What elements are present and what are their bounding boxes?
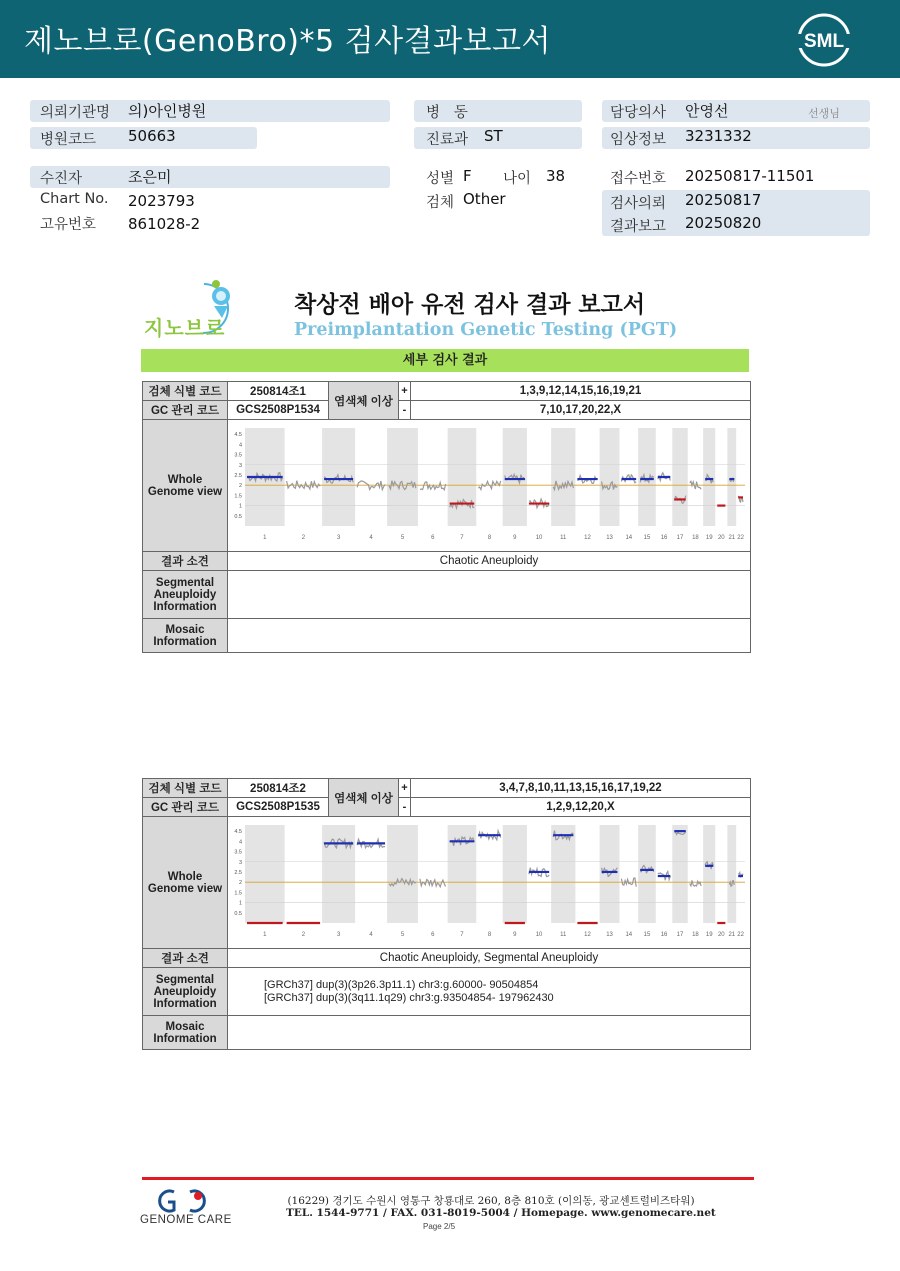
hospital-code-label: 병원코드	[40, 132, 97, 148]
loss-sign: -	[399, 798, 411, 817]
x-tick-label: 1	[263, 535, 267, 541]
hospital-code-value: 50663	[128, 127, 176, 145]
x-tick-label: 22	[737, 932, 744, 938]
x-tick-label: 18	[692, 535, 699, 541]
x-tick-label: 8	[487, 535, 492, 541]
genome-care-name: GENOME CARE	[140, 1214, 232, 1226]
x-tick-label: 17	[676, 932, 684, 938]
chromosome-band	[727, 825, 736, 923]
y-tick-label: 3.5	[234, 849, 242, 856]
finding-value: Chaotic Aneuploidy	[228, 552, 751, 571]
report-title: 착상전 배아 유전 검사 결과 보고서	[294, 292, 646, 318]
copy-number-trace	[420, 482, 446, 490]
whole-genome-view	[228, 817, 751, 949]
x-tick-label: 5	[400, 932, 405, 938]
loss-sign: -	[399, 401, 411, 420]
y-tick-label: 2.5	[234, 869, 242, 876]
x-tick-label: 2	[301, 932, 306, 938]
chromosome-band	[703, 825, 715, 923]
x-tick-label: 15	[643, 932, 651, 938]
chromosome-band	[600, 428, 620, 526]
aneuploidy-label: 염색체 이상	[329, 779, 399, 817]
x-tick-label: 21	[728, 535, 736, 541]
report-date-value: 20250820	[685, 214, 762, 232]
x-tick-label: 6	[431, 535, 435, 541]
receipt-label: 접수번호	[610, 171, 667, 187]
x-tick-label: 3	[336, 535, 341, 541]
x-tick-label: 16	[660, 932, 668, 938]
copy-number-trace	[420, 879, 446, 887]
report-subtitle: Preimplantation Genetic Testing (PGT)	[294, 320, 678, 340]
segmental-label: Segmental Aneuploidy Information	[143, 968, 228, 1016]
mosaic-value	[228, 619, 751, 653]
copy-number-trace	[690, 880, 701, 886]
x-tick-label: 22	[737, 535, 744, 541]
genobro-logo-text: 지노브로	[144, 316, 226, 340]
x-tick-label: 1	[263, 932, 267, 938]
doctor-value: 안영선	[685, 102, 729, 120]
sml-logo-icon	[796, 12, 852, 68]
y-tick-label: 4.5	[234, 829, 242, 836]
x-tick-label: 11	[560, 535, 567, 541]
x-tick-label: 10	[535, 932, 543, 938]
whole-genome-chart	[229, 817, 749, 945]
mosaic-label: Mosaic Information	[143, 1016, 228, 1050]
clinical-label: 임상정보	[610, 132, 667, 148]
finding-value: Chaotic Aneuploidy, Segmental Aneuploidy	[228, 949, 751, 968]
x-tick-label: 7	[460, 932, 464, 938]
segmental-label: Segmental Aneuploidy Information	[143, 571, 228, 619]
loss-chromosomes: 7,10,17,20,22,X	[411, 401, 751, 420]
chart-no-label: Chart No.	[40, 191, 109, 207]
y-tick-label: 3	[238, 462, 242, 469]
gain-chromosomes: 3,4,7,8,10,11,13,15,16,17,19,22	[411, 779, 751, 798]
x-tick-label: 11	[560, 932, 567, 938]
x-tick-label: 13	[606, 932, 613, 938]
chromosome-band	[387, 428, 418, 526]
whole-genome-label: Whole Genome view	[143, 420, 228, 552]
name-value: 조은미	[128, 168, 172, 186]
whole-genome-chart	[229, 420, 749, 548]
y-tick-label: 2	[238, 483, 242, 490]
institution-value: 의)아인병원	[128, 102, 207, 120]
y-tick-label: 1	[238, 900, 242, 907]
institution-label: 의뢰기관명	[40, 105, 111, 121]
x-tick-label: 21	[728, 932, 736, 938]
y-tick-label: 1.5	[234, 890, 242, 897]
footer-contact: TEL. 1544-9771 / FAX. 031-8019-5004 / Homepage. www.genomecare.net	[286, 1207, 716, 1219]
x-tick-label: 14	[625, 932, 633, 938]
x-tick-label: 19	[705, 932, 713, 938]
y-tick-label: 4.5	[234, 432, 242, 439]
chromosome-band	[387, 825, 418, 923]
footer-divider	[142, 1177, 754, 1180]
doctor-label: 담당의사	[610, 105, 667, 121]
segmental-line: [GRCh37] dup(3)(3p26.3p11.1) chr3:g.60000- 90504854	[264, 978, 539, 991]
gain-sign: +	[399, 382, 411, 401]
gc-code-value: GCS2508P1534	[228, 401, 329, 420]
x-tick-label: 4	[369, 932, 373, 938]
specimen-code-value: 250814조1	[228, 382, 329, 401]
segmental-value	[228, 571, 751, 619]
loss-chromosomes: 1,2,9,12,20,X	[411, 798, 751, 817]
section-header: 세부 검사 결과	[141, 349, 749, 372]
y-tick-label: 3.5	[234, 452, 242, 459]
gain-chromosomes: 1,3,9,12,14,15,16,19,21	[411, 382, 751, 401]
chart-no-value: 2023793	[128, 192, 195, 210]
x-tick-label: 6	[431, 932, 435, 938]
chromosome-band	[638, 825, 656, 923]
specimen-code-label: 검체 식별 코드	[143, 382, 228, 401]
name-label: 수진자	[40, 171, 83, 187]
x-tick-label: 20	[717, 932, 725, 938]
chromosome-band	[503, 825, 527, 923]
x-tick-label: 10	[535, 535, 543, 541]
report-date-label: 결과보고	[610, 219, 667, 235]
x-tick-label: 8	[487, 932, 492, 938]
x-tick-label: 12	[584, 535, 591, 541]
result-table-1	[142, 381, 751, 653]
x-tick-label: 20	[717, 535, 725, 541]
x-tick-label: 9	[513, 535, 517, 541]
y-tick-label: 2	[238, 880, 242, 887]
finding-label: 결과 소견	[143, 552, 228, 571]
y-tick-label: 0.5	[234, 513, 242, 520]
chromosome-band	[551, 428, 575, 526]
mosaic-value	[228, 1016, 751, 1050]
y-tick-label: 4	[238, 839, 242, 846]
x-tick-label: 15	[643, 535, 651, 541]
x-tick-label: 3	[336, 932, 341, 938]
specimen-code-value: 250814조2	[228, 779, 329, 798]
dept-label: 진료과	[426, 132, 469, 148]
unique-id-value: 861028-2	[128, 215, 201, 233]
receipt-value: 20250817-11501	[685, 167, 815, 185]
x-tick-label: 5	[400, 535, 405, 541]
page-number: Page 2/5	[422, 1222, 456, 1231]
dept-value: ST	[484, 127, 503, 145]
chromosome-band	[727, 428, 736, 526]
gc-code-label: GC 관리 코드	[143, 798, 228, 817]
whole-genome-view	[228, 420, 751, 552]
y-tick-label: 2.5	[234, 472, 242, 479]
segmental-value	[228, 968, 751, 1016]
chromosome-band	[448, 428, 477, 526]
request-value: 20250817	[685, 191, 762, 209]
ward-label: 병 동	[426, 105, 468, 121]
header-bar	[0, 0, 900, 78]
clinical-value: 3231332	[685, 127, 752, 145]
chromosome-band	[245, 825, 285, 923]
footer-address: (16229) 경기도 수원시 영통구 창룡대로 260, 8층 810호 (이의동, 광교센트럴비즈타워)	[287, 1195, 695, 1207]
unique-id-label: 고유번호	[40, 217, 97, 233]
x-tick-label: 9	[513, 932, 517, 938]
segmental-line: [GRCh37] dup(3)(3q11.1q29) chr3:g.93504854- 197962430	[264, 991, 554, 1004]
chromosome-band	[600, 825, 620, 923]
whole-genome-label: Whole Genome view	[143, 817, 228, 949]
chromosome-band	[672, 825, 687, 923]
aneuploidy-label: 염색체 이상	[329, 382, 399, 420]
y-tick-label: 4	[238, 442, 242, 449]
specimen-code-label: 검체 식별 코드	[143, 779, 228, 798]
x-tick-label: 16	[660, 535, 668, 541]
svg-text:SML: SML	[803, 31, 845, 52]
gc-code-label: GC 관리 코드	[143, 401, 228, 420]
mosaic-label: Mosaic Information	[143, 619, 228, 653]
sex-value: F	[463, 167, 472, 185]
y-tick-label: 1.5	[234, 493, 242, 500]
result-table-2	[142, 778, 751, 1050]
x-tick-label: 12	[584, 932, 591, 938]
y-tick-label: 0.5	[234, 910, 242, 917]
gain-sign: +	[399, 779, 411, 798]
sex-label: 성별	[426, 171, 455, 187]
chromosome-band	[672, 428, 687, 526]
age-value: 38	[546, 167, 566, 185]
x-tick-label: 7	[460, 535, 464, 541]
gc-code-value: GCS2508P1535	[228, 798, 329, 817]
y-tick-label: 1	[238, 503, 242, 510]
request-label: 검사의뢰	[610, 196, 667, 212]
finding-label: 결과 소견	[143, 949, 228, 968]
x-tick-label: 17	[676, 535, 684, 541]
x-tick-label: 2	[301, 535, 306, 541]
specimen-label: 검체	[426, 195, 455, 211]
x-tick-label: 18	[692, 932, 699, 938]
page-title: 제노브로(GenoBro)*5 검사결과보고서	[24, 24, 551, 59]
x-tick-label: 19	[705, 535, 713, 541]
specimen-value: Other	[463, 190, 506, 208]
genome-care-logo-icon	[152, 1188, 212, 1214]
doctor-suffix: 선생님	[808, 107, 840, 120]
chromosome-band	[551, 825, 575, 923]
y-tick-label: 3	[238, 859, 242, 866]
x-tick-label: 14	[625, 535, 633, 541]
x-tick-label: 13	[606, 535, 613, 541]
x-tick-label: 4	[369, 535, 373, 541]
age-label: 나이	[503, 171, 532, 187]
